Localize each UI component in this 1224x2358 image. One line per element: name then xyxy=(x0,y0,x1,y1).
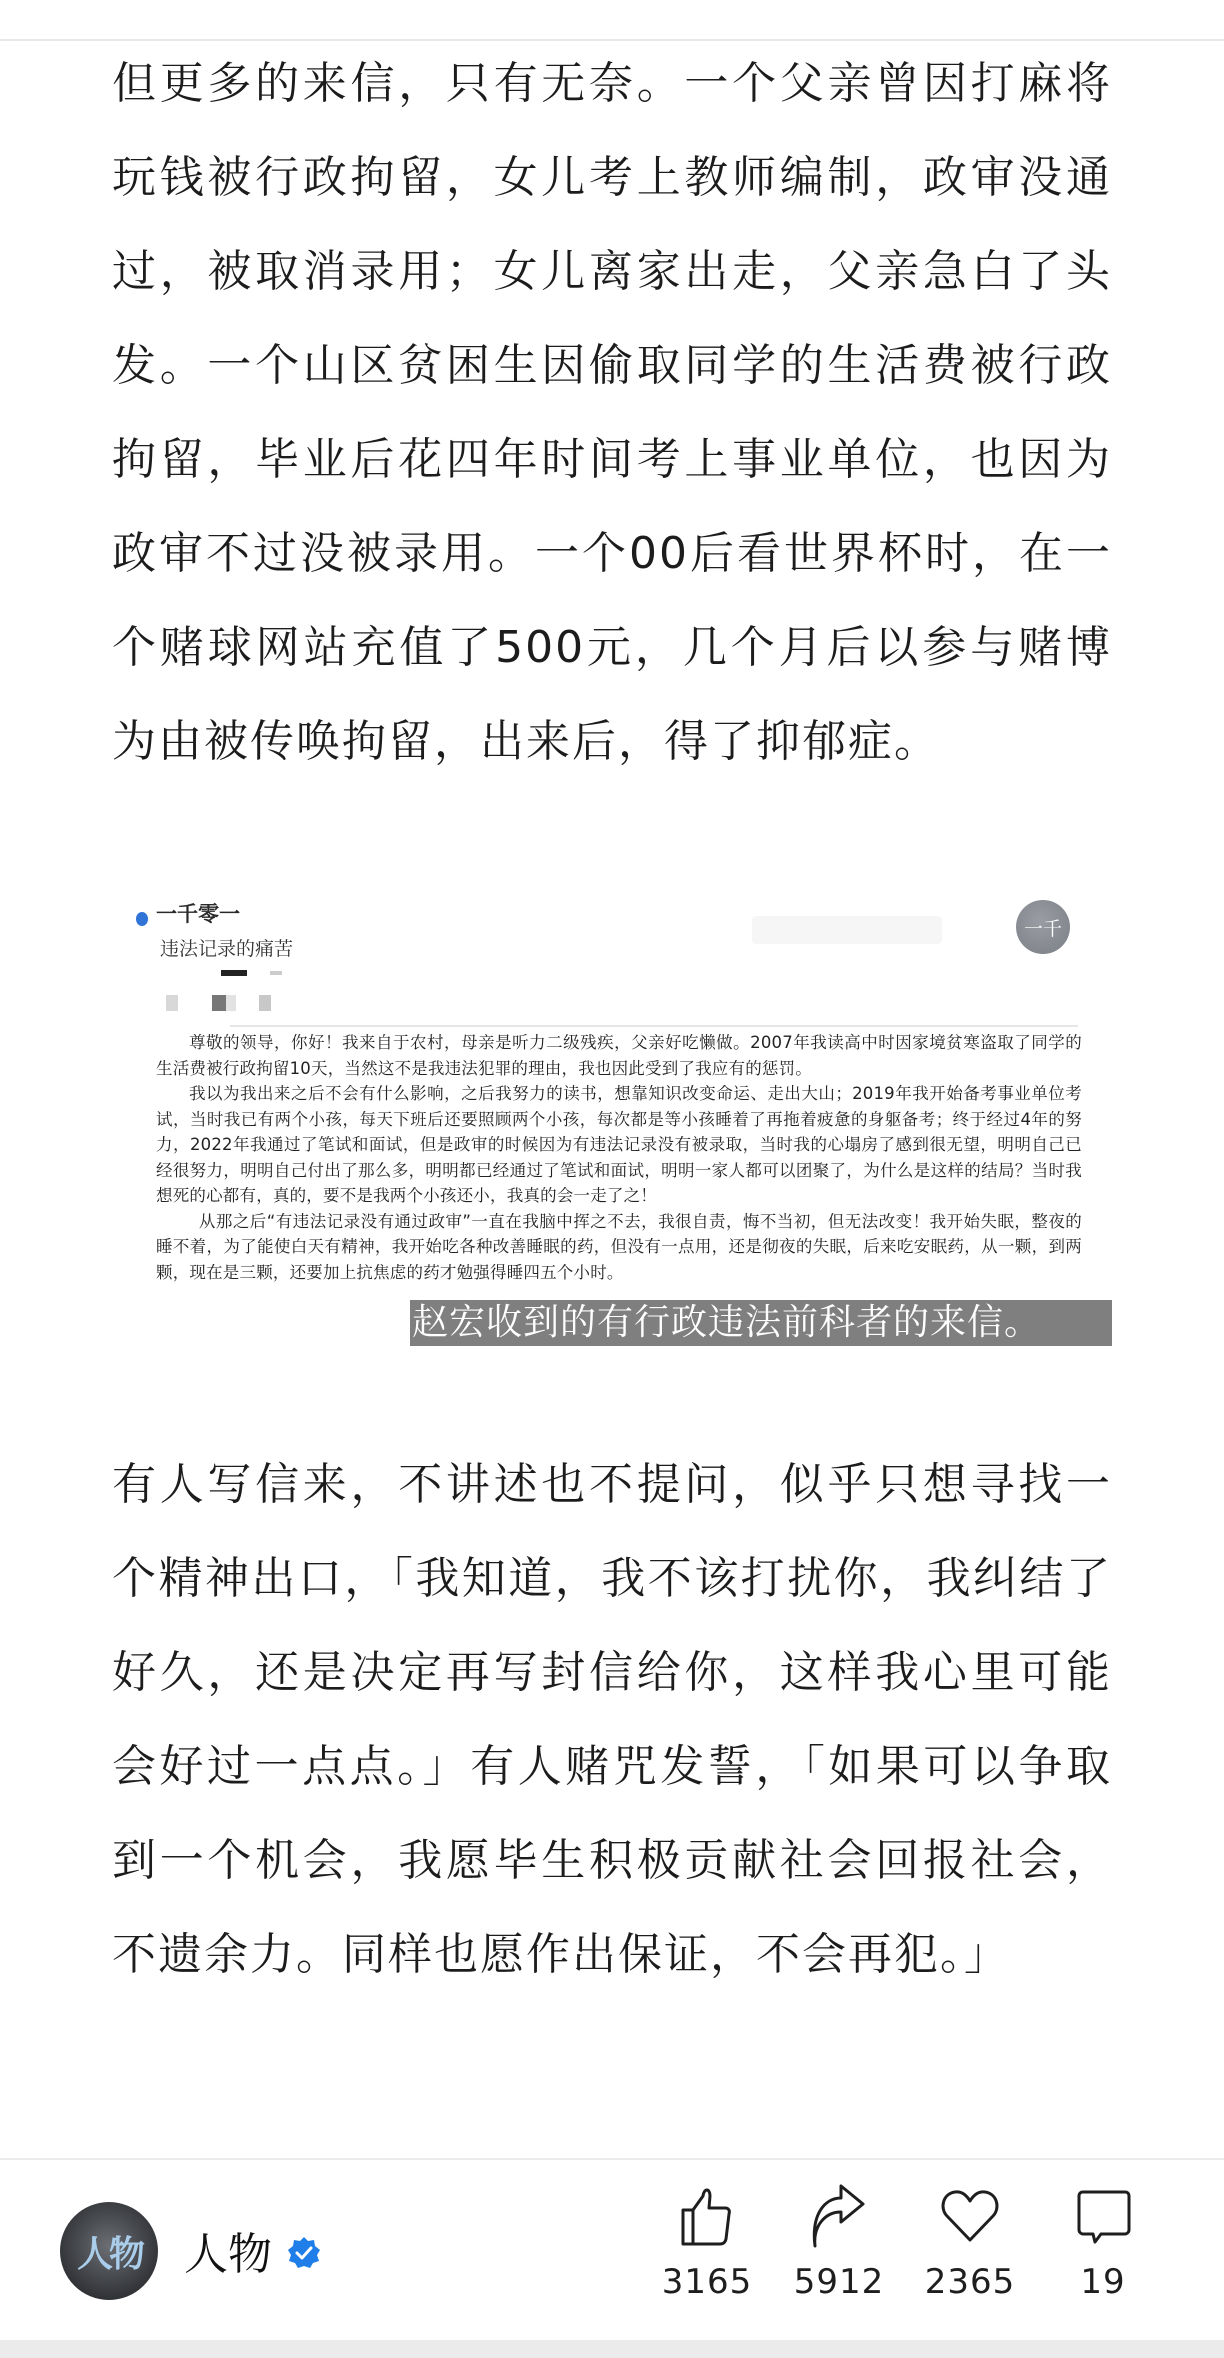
comment-icon xyxy=(1071,2184,1135,2248)
redacted-mark xyxy=(166,995,178,1011)
comment-count: 19 xyxy=(1080,2262,1126,2302)
account-avatar[interactable]: 人物 xyxy=(60,2202,158,2300)
letter-author-avatar: 一千 xyxy=(1016,900,1070,954)
article-paragraph: 有人写信来，不讲述也不提问，似乎只想寻找一个精神出口，「我知道，我不该打扰你，我纠结了好久，还是决定再写封信给你，这样我心里可能会好过一点点。」有人赌咒发誓，「如果可以争取到一个机会，我愿毕生积极贡献社会回报社会，不遗余力。同样也愿作出保证，不会再犯。」 xyxy=(112,1459,1112,1980)
letter-title: 违法记录的痛苦 xyxy=(160,938,294,960)
letter-author-name: 一千零一 xyxy=(156,902,240,926)
redacted-mark xyxy=(221,970,247,976)
letter-paragraph: 我以为我出来之后不会有什么影响，之后我努力的读书，想靠知识改变命运、走出大山；2019年我开始备考事业单位考试，当时我已有两个小孩，每天下班后还要照顾两个小孩，每次都是等小孩睡着了再拖着疲惫的身躯备考；终于经过4年的努力，2022年我通过了笔试和面试，但是政审的时候因为有违法记录没有被录取，当时我的心塌房了感到很无望，明明自己已经很努力，明明自己付出了那么多，明明都已经通过了笔试和面试，明明一家人都可以团聚了，为什么是这样的结局？当时我想死的心都有，真的，要不是我两个小孩还小，我真的会一走了之！ xyxy=(156,1084,1082,1205)
status-dot-icon xyxy=(136,912,148,926)
figure-caption: 赵宏收到的有行政违法前科者的来信。 xyxy=(410,1300,1112,1346)
divider xyxy=(230,1025,1078,1027)
heart-icon xyxy=(938,2184,1002,2248)
thumbs-up-icon xyxy=(675,2184,739,2248)
letter-paragraph: 从那之后“有违法记录没有通过政审”一直在我脑中挥之不去，我很自责，悔不当初，但无法改变！我开始失眠，整夜的睡不着，为了能使白天有精神，我开始吃各种改善睡眠的药，但没有一点用，还是彻夜的失眠，后来吃安眠药，从一颗，到两颗，现在是三颗，还要加上抗焦虑的药才勉强得睡四五个小时。 xyxy=(156,1211,1082,1282)
redacted-mark xyxy=(270,971,282,975)
article-footer xyxy=(0,2158,1224,2340)
comment-button[interactable] xyxy=(1048,2184,1158,2314)
verified-badge-icon xyxy=(287,2236,321,2270)
redacted-mark xyxy=(212,995,226,1011)
share-count: 5912 xyxy=(793,2262,885,2302)
like-button[interactable] xyxy=(652,2184,762,2314)
favorite-button[interactable] xyxy=(915,2184,1025,2314)
letter-screenshot-figure[interactable] xyxy=(112,870,1112,1350)
article-paragraph: 但更多的来信，只有无奈。一个父亲曾因打麻将玩钱被行政拘留，女儿考上教师编制，政审没通过，被取消录用；女儿离家出走，父亲急白了头发。一个山区贫困生因偷取同学的生活费被行政拘留，毕业后花四年时间考上事业单位，也因为政审不过没被录用。一个00后看世界杯时，在一个赌球网站充值了500元，几个月后以参与赌博为由被传唤拘留，出来后，得了抑郁症。 xyxy=(112,58,1112,767)
favorite-count: 2365 xyxy=(924,2262,1016,2302)
letter-paragraph: 尊敬的领导，你好！我来自于农村，母亲是听力二级残疾，父亲好吃懒做。2007年我读高中时因家境贫寒盗取了同学的生活费被行政拘留10天，当然这不是我违法犯罪的理由，我也因此受到了我应有的惩罚。 xyxy=(156,1033,1082,1078)
account-name[interactable]: 人物 xyxy=(184,2229,272,2280)
like-count: 3165 xyxy=(661,2262,753,2302)
share-icon xyxy=(807,2184,871,2248)
top-bar xyxy=(0,0,1224,41)
redacted-mark xyxy=(259,995,271,1011)
letter-body xyxy=(156,1030,1082,1285)
bottom-strip xyxy=(0,2340,1224,2358)
redacted-mark xyxy=(226,995,236,1011)
redacted-recipient xyxy=(752,916,942,944)
share-button[interactable] xyxy=(784,2184,894,2314)
